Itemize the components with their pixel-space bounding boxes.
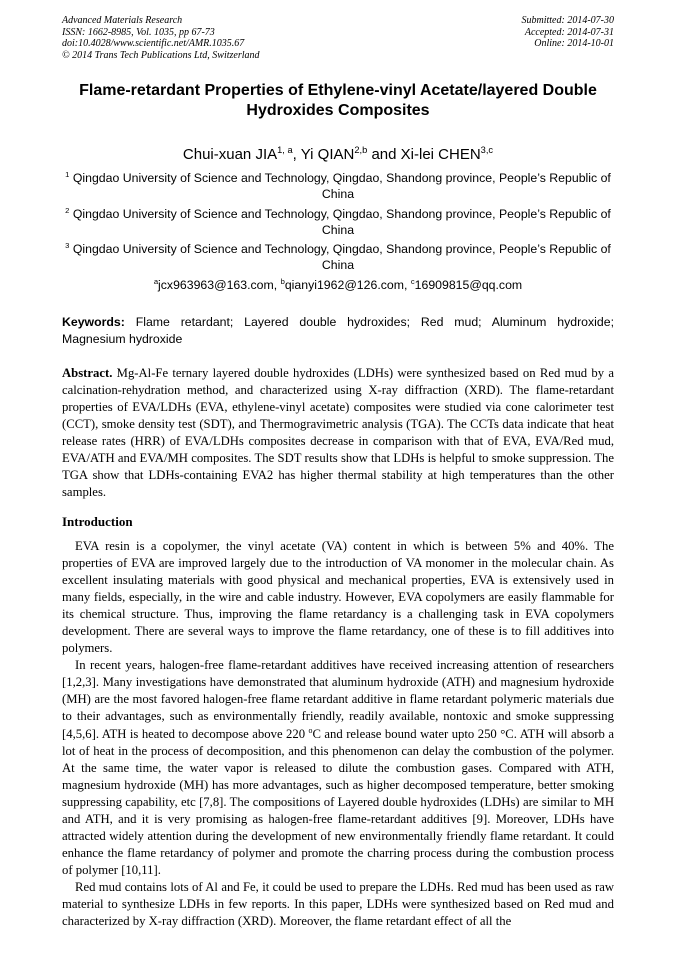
keywords-label: Keywords: bbox=[62, 315, 125, 329]
abstract-text: Mg-Al-Fe ternary layered double hydroxides (LDHs) were synthesized based on Red mud by a calcination-rehydration method, and characterized using X-ray diffraction (XRD). The flame-retardant properties of EVA/LDHs (EVA, ethylene-vinyl acetate) composites were studied via cone calorimeter test (CCT), smoke density test (SDT), and Thermogravimetric analysis (TGA). The CCTs data indicate that heat release rates (HRR) of EVA/LDHs composites decrease in comparison with that of EVA, EVA/Red mud, EVA/ATH and EVA/MH composites. The SDT results show that LDHs is helpful to smoke suppression. The TGA show that LDHs-containing EVA2 has higher thermal stability at high temperatures than the other samples. bbox=[62, 366, 614, 500]
author-emails: $^a$jcx963963@163.com, $^b$qianyi1962@126.com, $^c$16909815@qq.com bbox=[153, 276, 523, 292]
paragraph: Red mud contains lots of Al and Fe, it could be used to prepare the LDHs. Red mud has been used as raw material to synthesize LDHs in few reports. In this paper, LDHs were synthesized based on Red mud and characterized by X-ray diffraction (XRD). Moreover, the flame retardant effect of all the bbox=[62, 879, 614, 929]
introduction-body bbox=[62, 538, 614, 930]
journal-name: Advanced Materials Research bbox=[62, 15, 183, 26]
author-sup: 1, a bbox=[277, 145, 293, 155]
author-name: Chui-xuan JIA bbox=[182, 146, 278, 163]
journal-issn: ISSN: 1662-8985, Vol. 1035, pp 67-73 bbox=[62, 26, 215, 38]
affiliation: $^2$ Qingdao University of Science and Technology, Qingdao, Shandong province, People’s Republic of China bbox=[65, 205, 611, 237]
date-online: Online: 2014-10-01 bbox=[534, 38, 614, 50]
journal-doi: doi:10.4028/www.scientific.net/AMR.1035.67 bbox=[62, 38, 245, 50]
date-accepted: Accepted: 2014-07-31 bbox=[524, 26, 614, 38]
author-line: Chui-xuan JIA$^{1, a}$, Yi QIAN$^{2,b}$ and Xi-lei CHEN$^{3,c}$ bbox=[182, 145, 494, 163]
paper-title: Flame-retardant Properties of Ethylene-vinyl Acetate/layered Double Hydroxides Composites bbox=[79, 82, 597, 119]
abstract-label: Abstract. bbox=[62, 366, 113, 380]
date-submitted: Submitted: 2014-07-30 bbox=[521, 15, 614, 26]
submission-dates bbox=[522, 15, 615, 50]
email-link[interactable]: 16909815@qq.com bbox=[414, 278, 523, 292]
author-sup: 2,b bbox=[354, 145, 368, 155]
author-name: Xi-lei CHEN bbox=[400, 146, 481, 163]
paragraph: EVA resin is a copolymer, the vinyl acetate (VA) content in which is between 5% and 40%. The properties of EVA are improved largely due to the introduction of VA monomer in the molecular chain. As excellent insulating materials with good physical and mechanical properties, EVA is extensively used in many fields, especially, in the wire and cable industry. However, EVA copolymers are easily flammable for its chemical structure. Thus, improving the flame retardancy is a challenging task in EVA copolymers development. There are several ways to improve the flame retardancy, one of these is to fill additives into polymers. bbox=[62, 539, 614, 656]
email-link[interactable]: qianyi1962@126.com bbox=[284, 278, 404, 292]
journal-info bbox=[62, 15, 260, 61]
keywords-text: Flame retardant; Layered double hydroxides; Red mud; Aluminum hydroxide; Magnesium hydroxide bbox=[62, 315, 614, 346]
affiliation: $^1$ Qingdao University of Science and Technology, Qingdao, Shandong province, People’s Republic of China bbox=[65, 169, 611, 201]
section-heading: Introduction bbox=[62, 514, 133, 529]
email-link[interactable]: jcx963963@163.com bbox=[158, 278, 274, 292]
abstract bbox=[62, 365, 614, 501]
affiliation: $^3$ Qingdao University of Science and Technology, Qingdao, Shandong province, People’s Republic of China bbox=[65, 240, 611, 272]
paragraph: In recent years, halogen-free flame-retardant additives have received increasing attention of researchers [1,2,3]. Many investigations have demonstrated that aluminum hydroxide (ATH) and magnesium hydroxide (MH) are the most favored halogen-free flame retardant additive in flame retardant polymeric materials due to their advantages, such as environmentally friendly, readily available, nontoxic and smoke suppressing [4,5,6]. ATH is heated to decompose above 220 $^o$C and release bound water upto 250 °C. ATH will absorb a lot of heat in the process of decomposition, and this phenomenon can delay the combustion of the polymer. At the same time, the water vapor is released to dilute the combustion gases. Compared with ATH, magnesium hydroxide (MH) has more advantages, such as higher decomposed temperature, better smoking suppressing capability, etc [7,8]. The compositions of Layered double hydroxides (LDHs) are similar to MH and ATH, and it is very promising as halogen-free flame-retardant additives [9]. Moreover, LDHs have attracted widely attention during the development of new environmentally friendly flame retardant. It could enhance the flame retardancy of polymer and promote the charring process during the combustion process of polymer [10,11]. bbox=[62, 658, 614, 877]
author-name: Yi QIAN bbox=[300, 146, 355, 163]
author-sup: 3,c bbox=[480, 145, 494, 155]
keywords bbox=[62, 314, 614, 347]
journal-copyright: © 2014 Trans Tech Publications Ltd, Switzerland bbox=[62, 49, 260, 61]
